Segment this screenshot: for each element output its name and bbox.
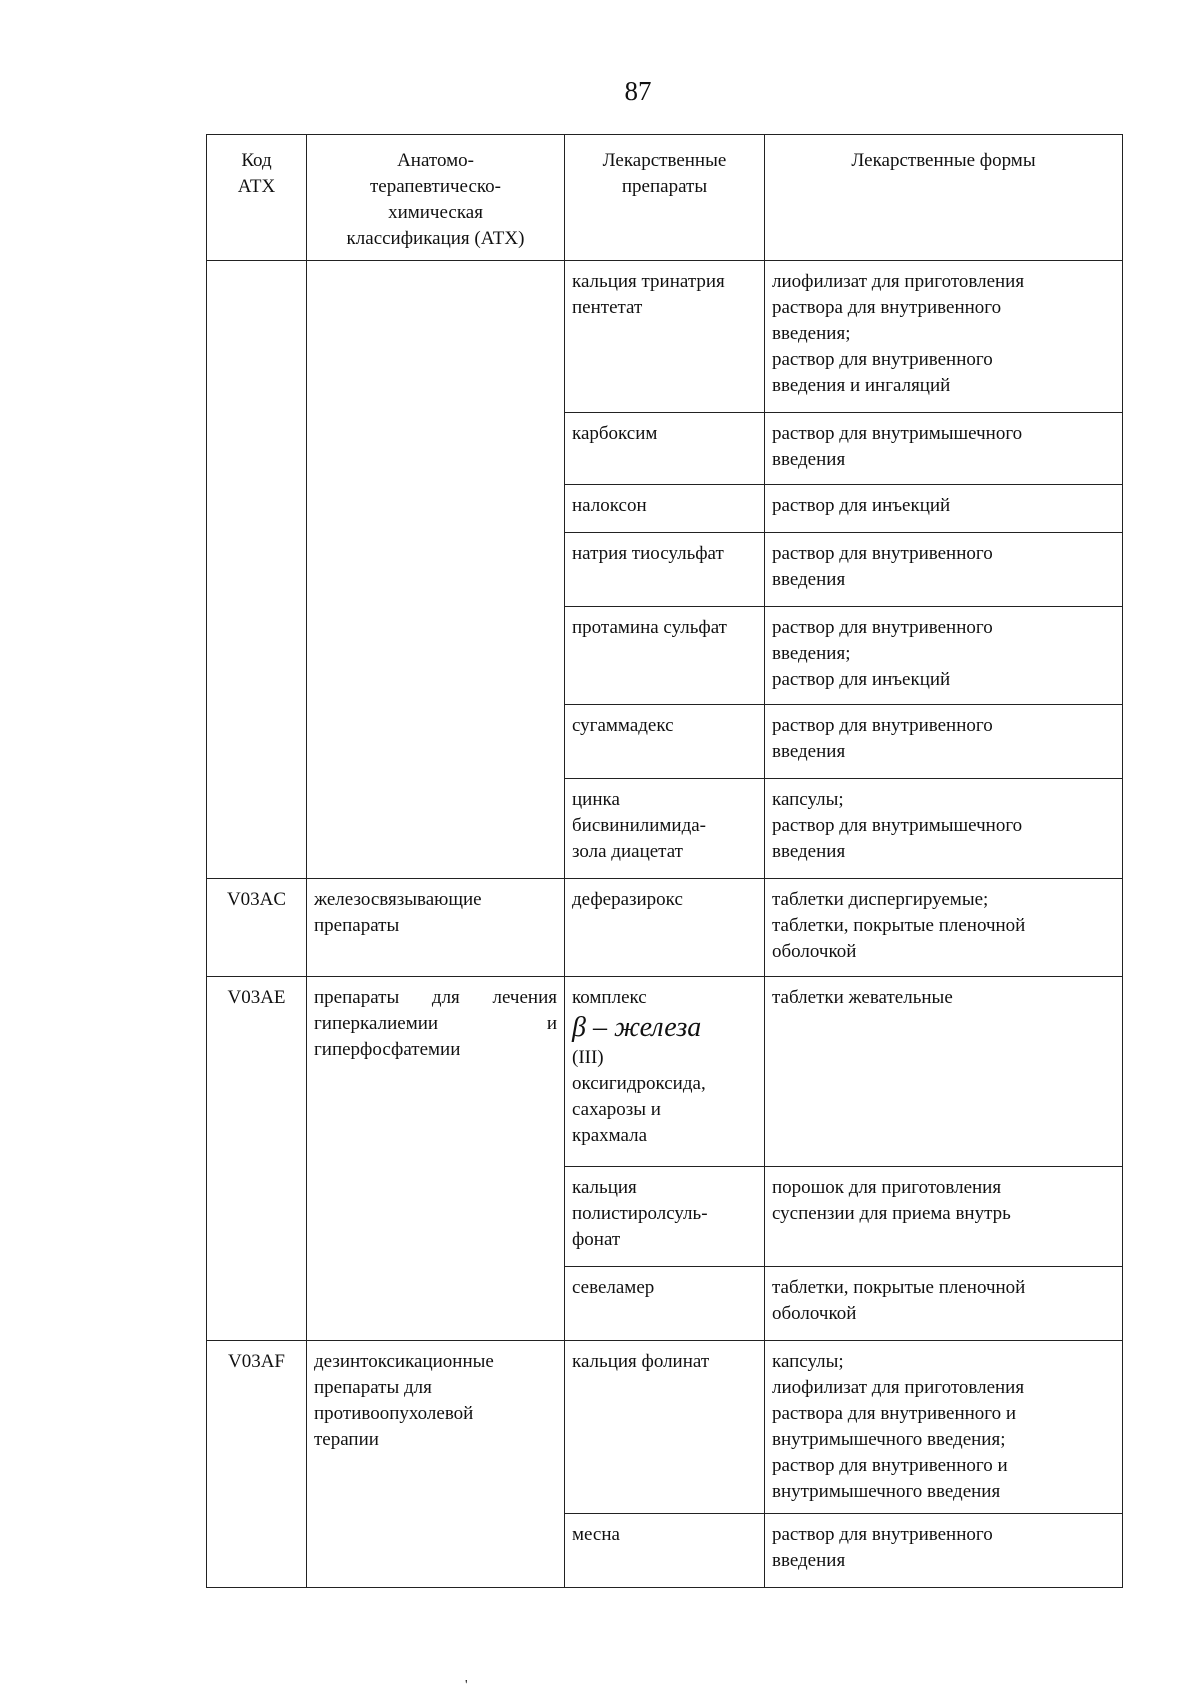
scan-mark: ' bbox=[465, 1678, 468, 1693]
drug-cell: натрия тиосульфат bbox=[565, 533, 765, 607]
drug-cell: кальция фолинат bbox=[565, 1341, 765, 1514]
dosage-form-cell: раствор для внутривенного введения bbox=[765, 533, 1123, 607]
header-atc-classification: Анатомо- терапевтическо- химическая классификация (АТХ) bbox=[307, 135, 565, 261]
dosage-form-cell: капсулы; лиофилизат для приготовления раствора для внутривенного и внутримышечного введения; раствор для внутривенного и внутримышечного введения bbox=[765, 1341, 1123, 1514]
drug-cell: протамина сульфат bbox=[565, 607, 765, 705]
dosage-form-cell: лиофилизат для приготовления раствора для внутривенного введения; раствор для внутривенного введения и ингаляций bbox=[765, 261, 1123, 413]
dosage-form-cell: таблетки жевательные bbox=[765, 977, 1123, 1167]
table-row bbox=[207, 879, 1123, 977]
dosage-form-cell: раствор для внутривенного введения; раствор для инъекций bbox=[765, 607, 1123, 705]
atc-code-cell bbox=[207, 261, 307, 879]
atc-class-cell: препараты для лечения гиперкалиемии и гиперфосфатемии bbox=[307, 977, 565, 1341]
dosage-form-cell: раствор для внутримышечного введения bbox=[765, 413, 1123, 485]
atc-class-cell bbox=[307, 261, 565, 879]
dosage-form-cell: раствор для внутривенного введения bbox=[765, 1514, 1123, 1588]
drug-cell: сугаммадекс bbox=[565, 705, 765, 779]
drug-cell: карбоксим bbox=[565, 413, 765, 485]
header-drugs: Лекарственные препараты bbox=[565, 135, 765, 261]
table-header bbox=[207, 135, 1123, 261]
dosage-form-cell: раствор для внутривенного введения bbox=[765, 705, 1123, 779]
drug-cell: налоксон bbox=[565, 485, 765, 533]
drug-cell: деферазирокс bbox=[565, 879, 765, 977]
table-row bbox=[207, 977, 1123, 1167]
drug-cell: кальция тринатрия пентетат bbox=[565, 261, 765, 413]
page-number: 87 bbox=[624, 76, 652, 106]
class-line: препараты для лечения bbox=[314, 987, 557, 1008]
atc-class-cell: дезинтоксикационные препараты для противоопухолевой терапии bbox=[307, 1341, 565, 1588]
atc-code-cell: V03AF bbox=[207, 1341, 307, 1588]
dosage-form-cell: капсулы; раствор для внутримышечного введения bbox=[765, 779, 1123, 879]
dosage-form-cell: порошок для приготовления суспензии для приема внутрь bbox=[765, 1167, 1123, 1267]
table-row bbox=[207, 261, 1123, 413]
drug-cell: комплекс β – железа (III) оксигидроксида, сахарозы и крахмала bbox=[565, 977, 765, 1167]
header-atc-code: Код АТХ bbox=[207, 135, 307, 261]
drug-cell: цинка бисвинилимида- зола диацетат bbox=[565, 779, 765, 879]
dosage-form-cell: таблетки, покрытые пленочной оболочкой bbox=[765, 1267, 1123, 1341]
atc-class-cell: железосвязывающие препараты bbox=[307, 879, 565, 977]
drug-cell: месна bbox=[565, 1514, 765, 1588]
atc-code-cell: V03AE bbox=[207, 977, 307, 1341]
beta-iron-formula: β – железа bbox=[572, 1012, 702, 1043]
drug-cell: севеламер bbox=[565, 1267, 765, 1341]
atc-code-cell: V03AC bbox=[207, 879, 307, 977]
dosage-form-cell: раствор для инъекций bbox=[765, 485, 1123, 533]
header-dosage-forms: Лекарственные формы bbox=[765, 135, 1123, 261]
class-line: гиперкалиемии и bbox=[314, 1013, 557, 1034]
atc-table bbox=[206, 134, 1123, 1588]
drug-cell: кальция полистиролсуль- фонат bbox=[565, 1167, 765, 1267]
table-row bbox=[207, 1341, 1123, 1514]
dosage-form-cell: таблетки диспергируемые; таблетки, покрытые пленочной оболочкой bbox=[765, 879, 1123, 977]
